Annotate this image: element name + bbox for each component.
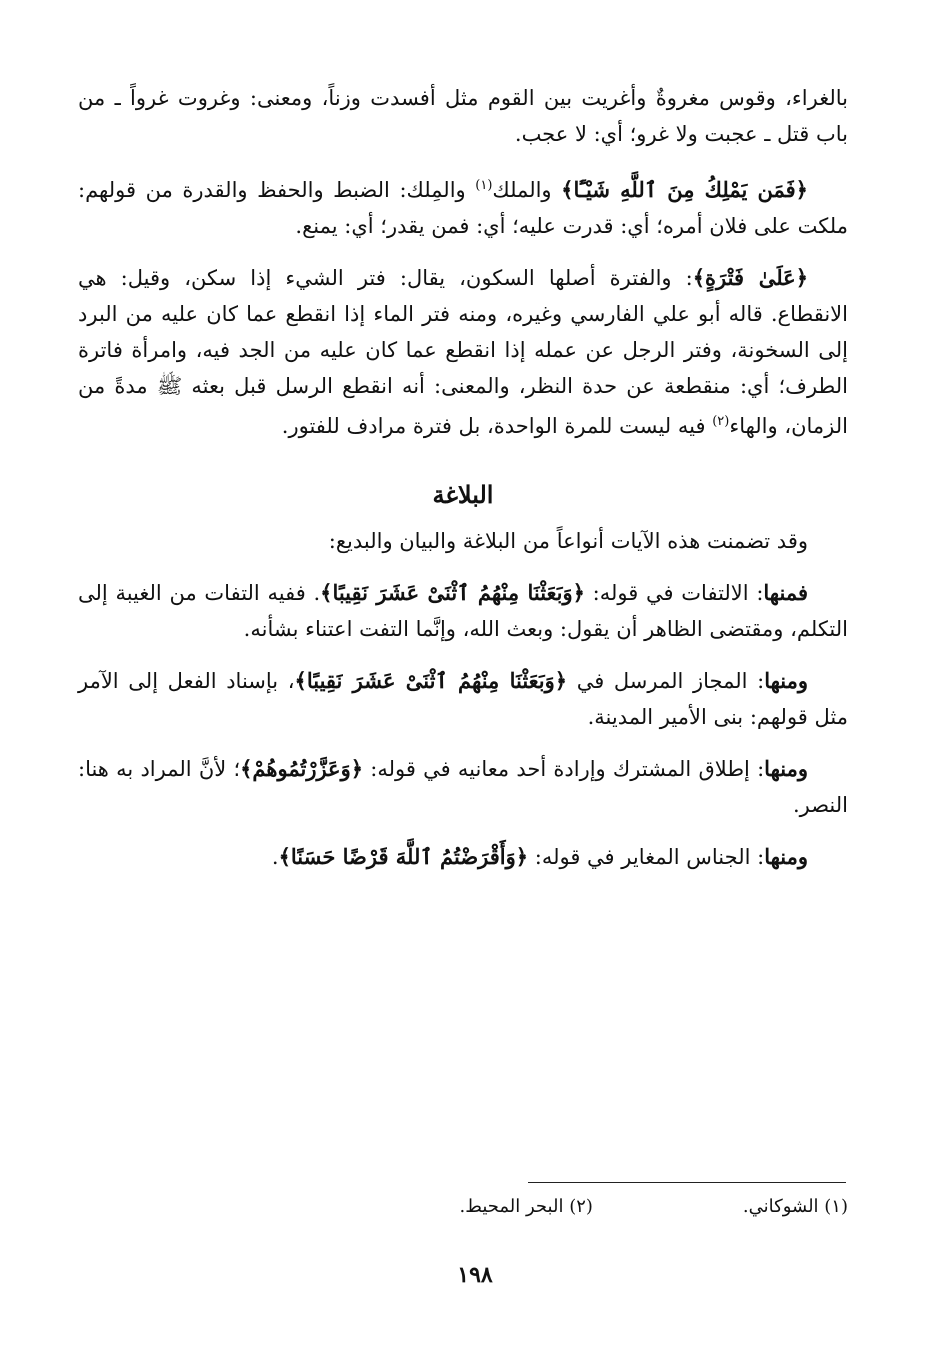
item-lead: ومنها xyxy=(764,844,808,869)
paragraph-text: بالغراء، وقوس مغروةٌ وأغريت بين القوم مثل أفسدت وزناً، ومعنى: وغروت غرواً ـ من باب قتل ـ عجبت ولا غرو؛ أي: لا عجب. xyxy=(78,86,848,146)
paragraph-text: والملك xyxy=(492,178,562,202)
paragraph-text: ؛ لأنَّ المراد به هنا: النصر. xyxy=(78,757,848,817)
quran-verse: ﴿وَبَعَثْنَا مِنْهُمُ ٱثْنَىْ عَشَرَ نَقِيبًا﴾ xyxy=(320,580,585,605)
footnote-divider xyxy=(528,1182,846,1183)
quran-verse: ﴿وَعَزَّرْتُمُوهُمْ﴾ xyxy=(240,756,364,781)
paragraph-text: : الجناس المغاير في قوله: xyxy=(528,845,765,869)
paragraph-text: . ففيه التفات من الغيبة إلى التكلم، ومقتضى الظاهر أن يقول: وبعث الله، وإنَّما التفت اعتناء بشأنه. xyxy=(78,581,848,641)
footnote-ref[interactable]: (١) xyxy=(475,178,493,193)
item-lead: ومنها xyxy=(764,668,808,693)
paragraph-text: : إطلاق المشترك وإرادة أحد معانيه في قوله: xyxy=(363,757,765,781)
balagha-item-majaz xyxy=(78,663,848,735)
footnote-ref[interactable]: (٢) xyxy=(712,414,730,429)
paragraph-text: : والفترة أصلها السكون، يقال: فتر الشيء إذا سكن، وقيل: هي الانقطاع. قاله أبو علي الفارسي وغيره، ومنه فتر الماء إذا انقطع عما كان عليه من البرد إلى السخونة، وفتر الرجل عن عمله إذا انقطع عما كان عليه من الجد فيه، وامرأة فاترة الطرف؛ أي: منقطعة عن حدة النظر، والمعنى: أنه انقطع الرسل قبل بعثه ﷺ مدةً من الزمان، والهاء xyxy=(78,266,848,438)
page-number: ١٩٨ xyxy=(457,1262,493,1288)
paragraph-text: والمِلك: الضبط والحفظ والقدرة من قولهم: ملكت على فلان أمره؛ أي: قدرت عليه؛ أي: فمن يقدر؛ أي: يمنع. xyxy=(78,178,848,238)
page-body xyxy=(78,80,848,891)
footnotes xyxy=(78,1196,848,1217)
paragraph-text: فيه ليست للمرة الواحدة، بل فترة مرادف للفتور. xyxy=(281,414,713,438)
paragraph-text: : الالتفات في قوله: xyxy=(584,581,764,605)
item-lead: ومنها xyxy=(764,756,808,781)
quran-verse: ﴿فَمَن يَمْلِكُ مِنَ ٱللَّهِ شَيْـًٔا﴾ xyxy=(561,177,808,202)
balagha-item-mushtarak xyxy=(78,751,848,823)
footnote-2: (٢) البحر المحيط. xyxy=(459,1196,593,1217)
balagha-item-iltifat xyxy=(78,575,848,647)
paragraph-text: . xyxy=(271,845,279,869)
balagha-item-jinas xyxy=(78,839,848,875)
footnote-1: (١) الشوكاني. xyxy=(742,1196,848,1217)
balagha-intro xyxy=(78,523,848,559)
quran-verse: ﴿وَبَعَثْنَا مِنْهُمُ ٱثْنَىْ عَشَرَ نَقِيبًا﴾ xyxy=(294,668,568,693)
paragraph-text: ، بإسناد الفعل إلى الآمر مثل قولهم: بنى الأمير المدينة. xyxy=(78,669,848,729)
quran-verse: ﴿عَلَىٰ فَتْرَةٍ﴾ xyxy=(692,265,808,290)
paragraph-ghaw xyxy=(78,80,848,152)
paragraph-text: وقد تضمنت هذه الآيات أنواعاً من البلاغة والبيان والبديع: xyxy=(328,529,808,553)
section-heading: البلاغة xyxy=(432,480,494,509)
paragraph-text: : المجاز المرسل في xyxy=(567,669,765,693)
paragraph-fatra xyxy=(78,260,848,444)
paragraph-mulk xyxy=(78,168,848,244)
quran-verse: ﴿وَأَقْرَضْتُمُ ٱللَّهَ قَرْضًا حَسَنًا﴾ xyxy=(278,844,529,869)
item-lead: فمنها xyxy=(763,580,809,605)
